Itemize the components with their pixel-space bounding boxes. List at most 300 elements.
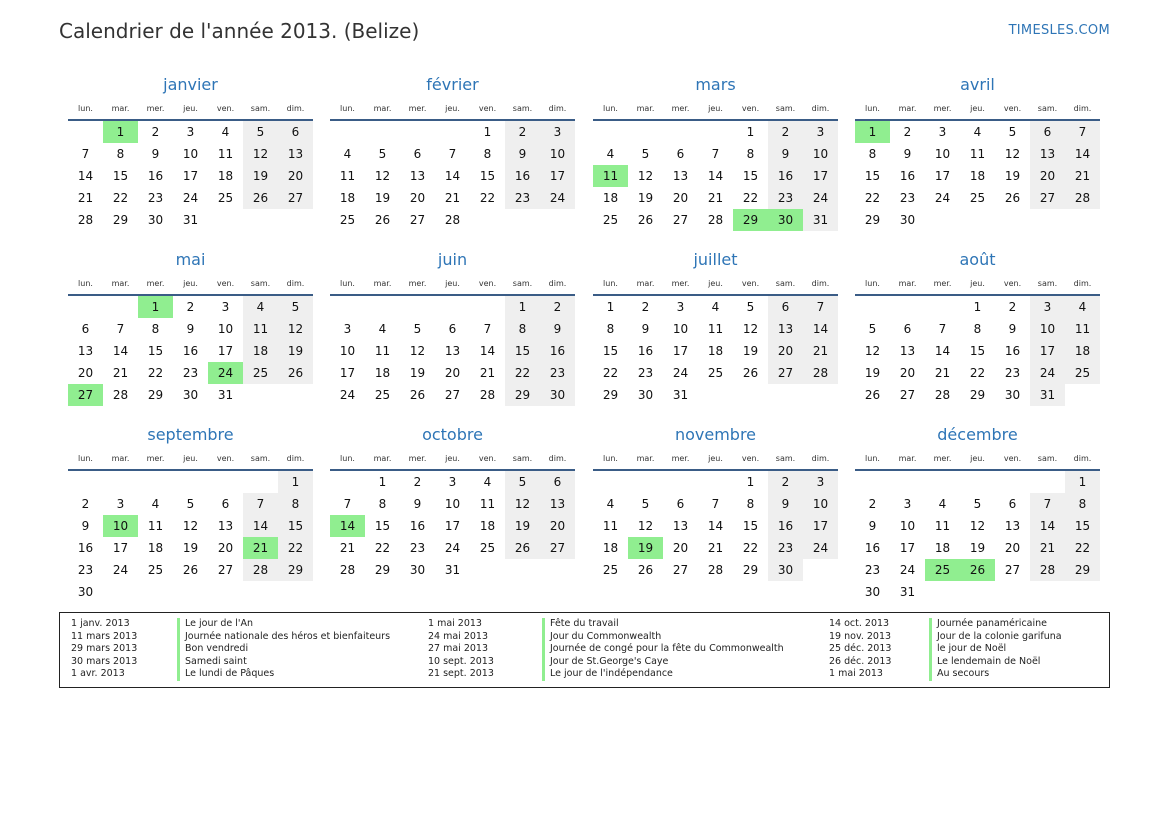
day-cell: 28 — [707, 563, 724, 577]
day-cell: 1 — [505, 296, 540, 318]
weekday-label: jeu. — [970, 454, 985, 463]
day-cell: 11 — [243, 318, 278, 340]
legend-holiday-name: le jour de Noël — [937, 643, 1007, 655]
day-cell: 29 — [969, 388, 986, 402]
weekday-label: jeu. — [970, 279, 985, 288]
day-cell: 17 — [672, 344, 689, 358]
weekday-label: mer. — [408, 279, 427, 288]
day-cell: 27 — [278, 187, 313, 209]
weekday-label: jeu. — [708, 279, 723, 288]
weekday-label: dim. — [286, 104, 305, 113]
day-cell: 14 — [1065, 143, 1100, 165]
weekday-label: ven. — [478, 279, 497, 288]
day-cell: 15 — [112, 169, 129, 183]
day-cell: 18 — [374, 366, 391, 380]
day-cell: 18 — [602, 191, 619, 205]
weekday-label: ven. — [1003, 454, 1022, 463]
day-cell: 16 — [147, 169, 164, 183]
day-cell: 3 — [1030, 296, 1065, 318]
weekday-label: mer. — [671, 104, 690, 113]
day-cell: 2 — [413, 475, 422, 489]
day-cell: 16 — [864, 541, 881, 555]
day-cell: 20 — [1004, 541, 1021, 555]
day-cell: 15 — [742, 519, 759, 533]
day-cell: 26 — [864, 388, 881, 402]
day-cell: 6 — [768, 296, 803, 318]
day-cell: 20 — [672, 541, 689, 555]
day-cell: 17 — [899, 541, 916, 555]
day-cell: 17 — [444, 519, 461, 533]
weekday-label: dim. — [548, 279, 567, 288]
day-cell: 20 — [77, 366, 94, 380]
weekday-label: ven. — [741, 279, 760, 288]
weekday-label: jeu. — [970, 104, 985, 113]
day-cell: 9 — [151, 147, 160, 161]
day-cell: 24 — [803, 187, 838, 209]
day-cell: 9 — [903, 147, 912, 161]
day-cell: 8 — [746, 497, 755, 511]
day-cell: 28 — [339, 563, 356, 577]
weekday-label: lun. — [865, 104, 880, 113]
day-cell: 4 — [606, 147, 615, 161]
day-cell: 5 — [278, 296, 313, 318]
day-cell: 18 — [1065, 340, 1100, 362]
legend-dates-column — [428, 618, 494, 681]
holiday-day-cell: 1 — [855, 121, 890, 143]
day-cell: 24 — [803, 537, 838, 559]
day-cell: 14 — [1030, 515, 1065, 537]
day-cell: 5 — [1008, 125, 1017, 139]
day-cell: 16 — [899, 169, 916, 183]
day-cell: 5 — [746, 300, 755, 314]
day-cell: 15 — [1065, 515, 1100, 537]
day-cell: 25 — [339, 213, 356, 227]
day-cell: 16 — [768, 515, 803, 537]
day-cell: 1 — [973, 300, 982, 314]
weekday-label: dim. — [286, 454, 305, 463]
day-cell: 3 — [938, 125, 947, 139]
day-cell: 8 — [151, 322, 160, 336]
day-cell: 10 — [1030, 318, 1065, 340]
day-cell: 2 — [505, 121, 540, 143]
day-cell: 7 — [243, 493, 278, 515]
day-cell: 29 — [742, 563, 759, 577]
day-cell: 7 — [116, 322, 125, 336]
day-cell: 23 — [77, 563, 94, 577]
day-cell: 10 — [899, 519, 916, 533]
holiday-day-cell: 27 — [68, 384, 103, 406]
weekday-label: ven. — [216, 279, 235, 288]
day-cell: 22 — [505, 362, 540, 384]
weekday-label: jeu. — [708, 454, 723, 463]
day-cell: 8 — [505, 318, 540, 340]
day-cell: 8 — [483, 147, 492, 161]
weekday-label: mer. — [671, 279, 690, 288]
weekday-header — [330, 104, 575, 116]
legend-names-column — [929, 618, 1062, 681]
weekday-label: dim. — [548, 454, 567, 463]
day-cell: 29 — [278, 559, 313, 581]
day-cell: 24 — [182, 191, 199, 205]
day-cell: 12 — [637, 169, 654, 183]
day-cell: 18 — [969, 169, 986, 183]
day-cell: 17 — [112, 541, 129, 555]
weekday-header — [330, 454, 575, 466]
day-cell: 16 — [540, 340, 575, 362]
day-cell: 23 — [768, 537, 803, 559]
day-cell: 18 — [479, 519, 496, 533]
day-cell: 9 — [413, 497, 422, 511]
day-cell: 23 — [1004, 366, 1021, 380]
legend-holiday-name: Samedi saint — [185, 655, 247, 667]
day-cell: 9 — [540, 318, 575, 340]
month-name: juillet — [693, 250, 738, 269]
day-cell: 11 — [479, 497, 496, 511]
month-name: septembre — [147, 425, 234, 444]
day-cell: 16 — [637, 344, 654, 358]
weekday-label: ven. — [478, 104, 497, 113]
day-cell: 26 — [637, 213, 654, 227]
day-cell: 5 — [641, 497, 650, 511]
day-cell: 21 — [707, 541, 724, 555]
day-cell: 7 — [483, 322, 492, 336]
holiday-day-cell: 26 — [960, 559, 995, 581]
day-cell: 15 — [278, 515, 313, 537]
day-cell: 3 — [186, 125, 195, 139]
day-cell: 10 — [934, 147, 951, 161]
day-cell: 16 — [182, 344, 199, 358]
weekday-label: lun. — [78, 279, 93, 288]
day-cell: 24 — [672, 366, 689, 380]
weekday-label: lun. — [340, 279, 355, 288]
day-cell: 10 — [672, 322, 689, 336]
legend-date: 21 sept. 2013 — [428, 668, 494, 680]
day-cell: 19 — [505, 515, 540, 537]
day-cell: 6 — [676, 147, 685, 161]
day-cell: 12 — [243, 143, 278, 165]
day-cell: 22 — [742, 541, 759, 555]
day-cell: 23 — [768, 187, 803, 209]
day-cell: 13 — [77, 344, 94, 358]
legend-holiday-name: Le lundi de Pâques — [185, 668, 275, 680]
day-cell: 23 — [505, 187, 540, 209]
weekday-label: sam. — [1037, 104, 1058, 113]
day-cell: 29 — [505, 384, 540, 406]
weekday-label: ven. — [478, 454, 497, 463]
day-cell: 3 — [803, 471, 838, 493]
month-name: mai — [175, 250, 206, 269]
day-cell: 15 — [864, 169, 881, 183]
weekday-label: mar. — [373, 454, 392, 463]
day-cell: 12 — [505, 493, 540, 515]
weekday-label: sam. — [512, 454, 533, 463]
day-cell: 1 — [606, 300, 615, 314]
day-cell: 26 — [182, 563, 199, 577]
day-cell: 18 — [934, 541, 951, 555]
day-cell: 14 — [243, 515, 278, 537]
weekday-header — [593, 279, 838, 291]
day-cell: 13 — [278, 143, 313, 165]
day-cell: 21 — [339, 541, 356, 555]
day-cell: 22 — [1065, 537, 1100, 559]
day-cell: 27 — [1004, 563, 1021, 577]
day-cell: 28 — [803, 362, 838, 384]
day-cell: 14 — [934, 344, 951, 358]
holiday-day-cell: 24 — [208, 362, 243, 384]
day-cell: 16 — [505, 165, 540, 187]
day-cell: 25 — [243, 362, 278, 384]
day-cell: 20 — [768, 340, 803, 362]
day-cell: 11 — [1065, 318, 1100, 340]
day-cell: 14 — [479, 344, 496, 358]
weekday-header — [68, 454, 313, 466]
day-cell: 6 — [676, 497, 685, 511]
month-name: février — [426, 75, 479, 94]
day-cell: 3 — [448, 475, 457, 489]
day-cell: 22 — [742, 191, 759, 205]
day-cell: 7 — [711, 497, 720, 511]
day-cell: 5 — [505, 471, 540, 493]
day-cell: 5 — [973, 497, 982, 511]
brand-link[interactable]: TIMESLES.COM — [1008, 23, 1110, 38]
day-cell: 20 — [1030, 165, 1065, 187]
day-cell: 29 — [374, 563, 391, 577]
weekday-label: sam. — [250, 104, 271, 113]
legend-holiday-name: Au secours — [937, 668, 990, 680]
day-cell: 28 — [112, 388, 129, 402]
day-cell: 11 — [602, 519, 619, 533]
weekday-label: mer. — [671, 454, 690, 463]
day-cell: 17 — [217, 344, 234, 358]
day-cell: 28 — [77, 213, 94, 227]
weekday-label: lun. — [603, 279, 618, 288]
day-cell: 8 — [116, 147, 125, 161]
day-cell: 21 — [77, 191, 94, 205]
day-cell: 19 — [1004, 169, 1021, 183]
weekday-label: mar. — [636, 454, 655, 463]
day-cell: 10 — [182, 147, 199, 161]
weekday-label: lun. — [78, 104, 93, 113]
day-cell: 2 — [186, 300, 195, 314]
day-cell: 2 — [81, 497, 90, 511]
day-cell: 18 — [243, 340, 278, 362]
day-cell: 7 — [711, 147, 720, 161]
day-cell: 22 — [479, 191, 496, 205]
weekday-label: mer. — [408, 454, 427, 463]
weekday-label: sam. — [1037, 279, 1058, 288]
day-cell: 4 — [221, 125, 230, 139]
weekday-label: mar. — [111, 454, 130, 463]
day-cell: 6 — [278, 121, 313, 143]
day-cell: 20 — [444, 366, 461, 380]
day-cell: 17 — [1030, 340, 1065, 362]
day-cell: 9 — [186, 322, 195, 336]
holiday-day-cell: 10 — [103, 515, 138, 537]
day-cell: 21 — [479, 366, 496, 380]
weekday-label: dim. — [811, 279, 830, 288]
day-cell: 15 — [374, 519, 391, 533]
weekday-label: jeu. — [708, 104, 723, 113]
day-cell: 10 — [803, 143, 838, 165]
day-cell: 19 — [637, 191, 654, 205]
day-cell: 2 — [868, 497, 877, 511]
day-cell: 28 — [1065, 187, 1100, 209]
day-cell: 27 — [217, 563, 234, 577]
weekday-label: jeu. — [183, 454, 198, 463]
weekday-label: mar. — [636, 279, 655, 288]
day-cell: 12 — [182, 519, 199, 533]
day-cell: 24 — [1030, 362, 1065, 384]
weekday-label: sam. — [512, 104, 533, 113]
day-cell: 18 — [707, 344, 724, 358]
day-cell: 13 — [1004, 519, 1021, 533]
day-cell: 5 — [641, 147, 650, 161]
day-cell: 20 — [540, 515, 575, 537]
legend-date: 10 sept. 2013 — [428, 655, 494, 667]
holiday-day-cell: 29 — [733, 209, 768, 231]
day-cell: 13 — [768, 318, 803, 340]
day-cell: 8 — [606, 322, 615, 336]
day-cell: 18 — [339, 191, 356, 205]
day-cell: 14 — [707, 169, 724, 183]
day-cell: 13 — [899, 344, 916, 358]
day-cell: 16 — [768, 165, 803, 187]
day-cell: 8 — [378, 497, 387, 511]
day-cell: 25 — [374, 388, 391, 402]
day-cell: 24 — [934, 191, 951, 205]
day-cell: 29 — [1065, 559, 1100, 581]
day-cell: 23 — [540, 362, 575, 384]
day-cell: 23 — [899, 191, 916, 205]
day-cell: 6 — [81, 322, 90, 336]
day-cell: 30 — [147, 213, 164, 227]
day-cell: 6 — [448, 322, 457, 336]
day-cell: 5 — [378, 147, 387, 161]
day-cell: 11 — [934, 519, 951, 533]
day-cell: 27 — [899, 388, 916, 402]
day-cell: 21 — [803, 340, 838, 362]
day-cell: 19 — [742, 344, 759, 358]
day-cell: 12 — [409, 344, 426, 358]
weekday-label: ven. — [216, 104, 235, 113]
day-cell: 30 — [768, 559, 803, 581]
day-cell: 3 — [540, 121, 575, 143]
day-cell: 20 — [217, 541, 234, 555]
day-cell: 13 — [540, 493, 575, 515]
day-cell: 31 — [444, 563, 461, 577]
weekday-label: mar. — [898, 104, 917, 113]
day-cell: 7 — [938, 322, 947, 336]
weekday-label: lun. — [603, 104, 618, 113]
day-cell: 17 — [934, 169, 951, 183]
holiday-day-cell: 14 — [330, 515, 365, 537]
day-cell: 29 — [864, 213, 881, 227]
holiday-day-cell: 11 — [593, 165, 628, 187]
day-cell: 8 — [278, 493, 313, 515]
weekday-label: sam. — [775, 454, 796, 463]
day-cell: 6 — [903, 322, 912, 336]
day-cell: 12 — [637, 519, 654, 533]
weekday-label: ven. — [741, 454, 760, 463]
day-cell: 16 — [409, 519, 426, 533]
day-cell: 25 — [602, 213, 619, 227]
day-cell: 18 — [147, 541, 164, 555]
day-cell: 2 — [1008, 300, 1017, 314]
day-cell: 31 — [899, 585, 916, 599]
day-cell: 8 — [1065, 493, 1100, 515]
day-cell: 27 — [672, 563, 689, 577]
weekday-label: mer. — [933, 279, 952, 288]
day-cell: 21 — [1065, 165, 1100, 187]
day-cell: 17 — [339, 366, 356, 380]
day-cell: 25 — [479, 541, 496, 555]
day-cell: 28 — [1030, 559, 1065, 581]
weekday-label: jeu. — [445, 279, 460, 288]
legend-date: 14 oct. 2013 — [829, 618, 890, 629]
day-cell: 20 — [409, 191, 426, 205]
legend-date: 26 déc. 2013 — [829, 655, 892, 667]
legend-holiday-name: Le lendemain de Noël — [937, 655, 1041, 667]
weekday-header — [330, 279, 575, 291]
day-cell: 10 — [444, 497, 461, 511]
holiday-day-cell: 1 — [103, 121, 138, 143]
weekday-label: sam. — [250, 454, 271, 463]
day-cell: 25 — [969, 191, 986, 205]
day-cell: 4 — [606, 497, 615, 511]
day-cell: 6 — [1030, 121, 1065, 143]
day-cell: 13 — [672, 519, 689, 533]
day-cell: 11 — [374, 344, 391, 358]
day-cell: 26 — [742, 366, 759, 380]
day-cell: 25 — [707, 366, 724, 380]
month-name: mars — [695, 75, 736, 94]
day-cell: 17 — [803, 165, 838, 187]
day-cell: 11 — [707, 322, 724, 336]
legend-date: 29 mars 2013 — [71, 643, 138, 655]
day-cell: 9 — [81, 519, 90, 533]
day-cell: 13 — [444, 344, 461, 358]
legend-dates-column — [71, 618, 137, 681]
day-cell: 9 — [768, 143, 803, 165]
day-cell: 4 — [343, 147, 352, 161]
weekday-label: mar. — [898, 454, 917, 463]
day-cell: 22 — [602, 366, 619, 380]
day-cell: 31 — [1030, 384, 1065, 406]
weekday-label: ven. — [1003, 104, 1022, 113]
day-cell: 7 — [1065, 121, 1100, 143]
day-cell: 20 — [278, 165, 313, 187]
day-cell: 14 — [112, 344, 129, 358]
day-cell: 7 — [1030, 493, 1065, 515]
day-cell: 1 — [483, 125, 492, 139]
day-cell: 12 — [374, 169, 391, 183]
weekday-header — [855, 454, 1100, 466]
weekday-label: sam. — [775, 279, 796, 288]
day-cell: 22 — [147, 366, 164, 380]
weekday-label: dim. — [1073, 104, 1092, 113]
weekday-header — [68, 279, 313, 291]
weekday-header — [593, 454, 838, 466]
day-cell: 10 — [339, 344, 356, 358]
day-cell: 12 — [278, 318, 313, 340]
day-cell: 11 — [969, 147, 986, 161]
day-cell: 28 — [934, 388, 951, 402]
weekday-label: lun. — [865, 279, 880, 288]
day-cell: 6 — [221, 497, 230, 511]
day-cell: 31 — [182, 213, 199, 227]
day-cell: 19 — [374, 191, 391, 205]
day-cell: 15 — [742, 169, 759, 183]
